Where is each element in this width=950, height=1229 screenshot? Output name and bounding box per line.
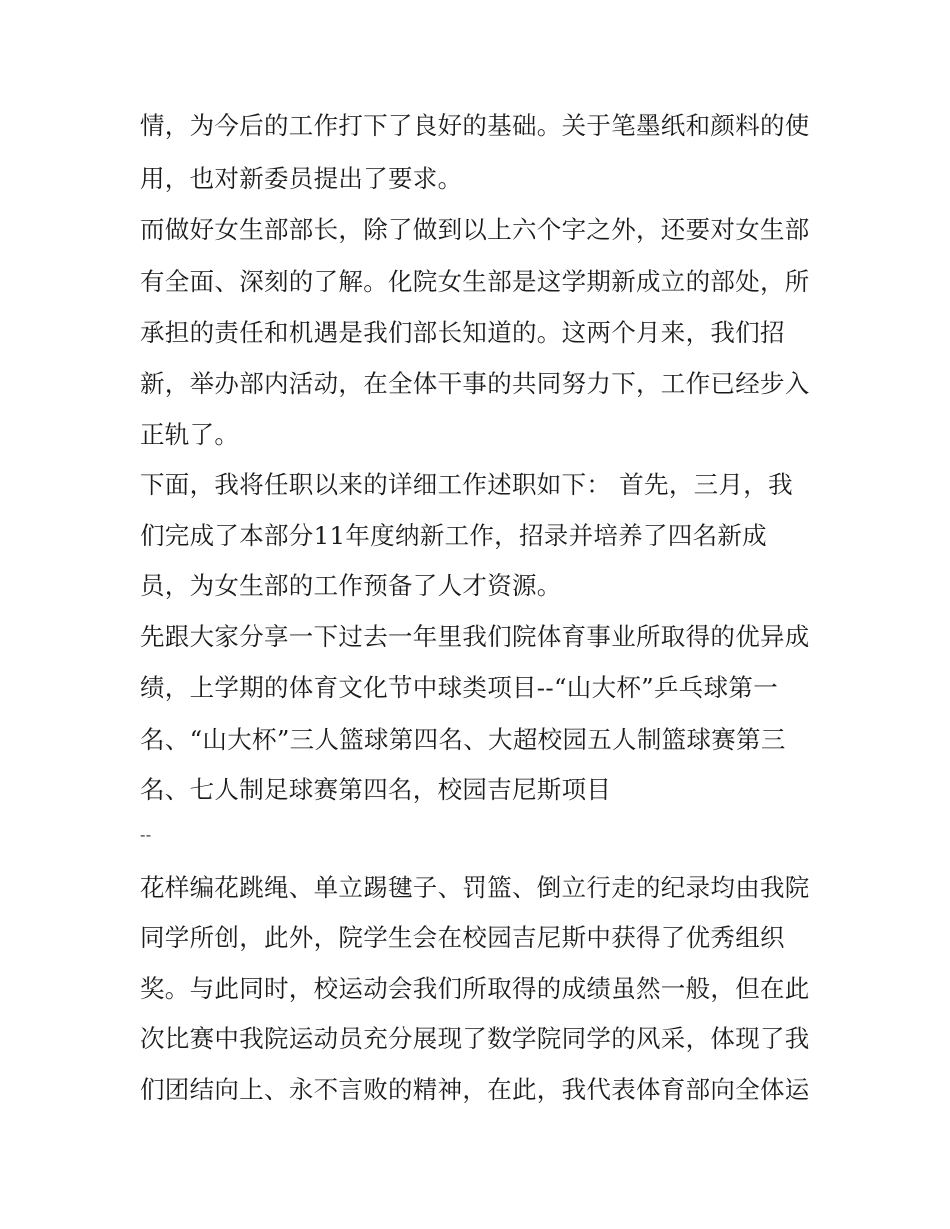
text-line: 而做好女生部部长，除了做到以上六个字之外，还要对女生部 [140, 215, 810, 244]
text-line: 奖。与此同时，校运动会我们所取得的成绩虽然一般，但在此 [140, 974, 810, 1003]
text-line: 名、“山大杯”三人篮球第四名、大超校园五人制篮球赛第三 [140, 725, 786, 754]
text-line: 新，举办部内活动，在全体干事的共同努力下，工作已经步入 [140, 369, 810, 398]
text-line: 正轨了。 [140, 420, 240, 449]
text-line: 先跟大家分享一下过去一年里我们院体育事业所取得的优异成 [140, 622, 810, 651]
text-line: 名、七人制足球赛第四名，校园吉尼斯项目 [140, 775, 612, 804]
text-line: 情，为今后的工作打下了良好的基础。关于笔墨纸和颜料的使 [140, 111, 810, 140]
text-line: 用，也对新委员提出了要求。 [140, 164, 463, 193]
text-line: 花样编花跳绳、单立踢毽子、罚篮、倒立行走的纪录均由我院 [140, 873, 810, 902]
text-line: 承担的责任和机遇是我们部长知道的。这两个月来，我们招 [140, 318, 785, 347]
text-line: 绩，上学期的体育文化节中球类项目--“山大杯”乒乓球第一 [140, 673, 779, 702]
text-line: 同学所创，此外，院学生会在校园吉尼斯中获得了优秀组织 [140, 923, 785, 952]
text-line: 有全面、深刻的了解。化院女生部是这学期新成立的部处，所 [140, 267, 810, 296]
text-line: 次比赛中我院运动员充分展现了数学院同学的风采，体现了我 [140, 1024, 810, 1053]
text-line-dash: -- [140, 825, 152, 844]
text-line: 员，为女生部的工作预备了人才资源。 [140, 571, 562, 600]
text-line: 下面，我将任职以来的详细工作述职如下： 首先，三月，我 [140, 470, 793, 499]
text-line: 们团结向上、永不言败的精神，在此，我代表体育部向全体运 [140, 1075, 810, 1104]
text-line: 们完成了本部分11年度纳新工作，招录并培养了四名新成 [140, 521, 767, 550]
